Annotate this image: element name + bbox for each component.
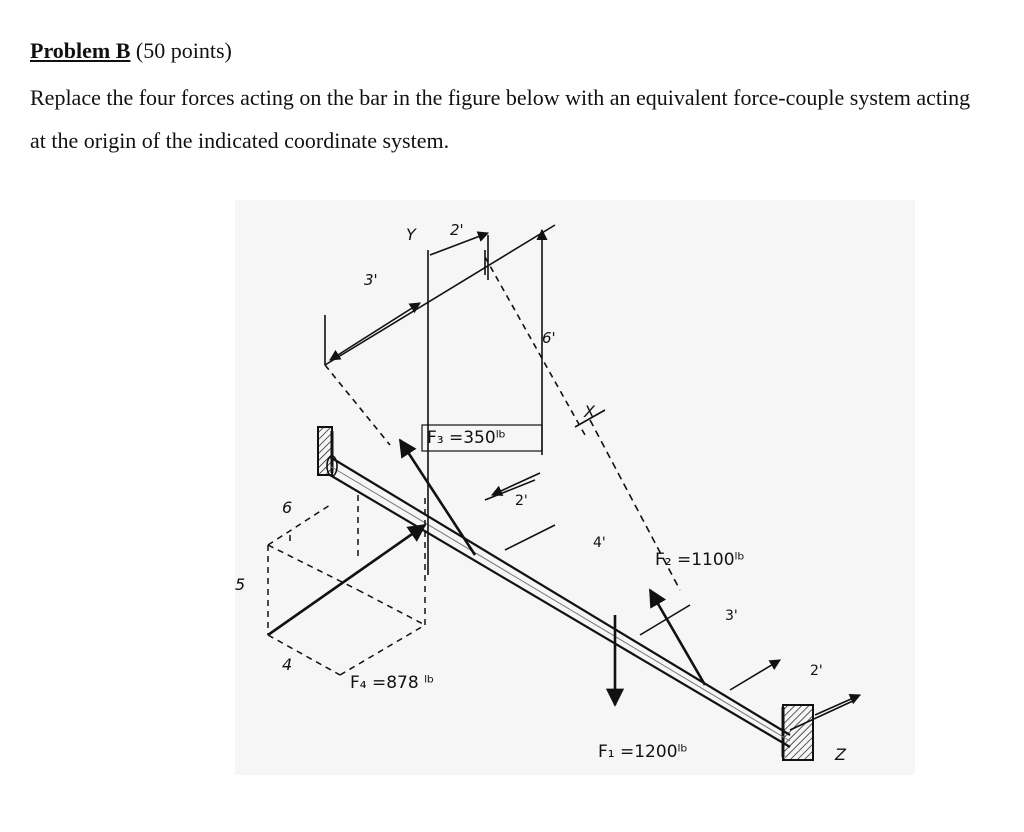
dimension-label-top-right: 2' [450,221,464,239]
dimension-label-vertical: 6' [542,329,556,347]
problem-heading [30,38,232,64]
force-diagram [230,195,920,780]
dimension-label-bar-2: 2' [515,493,528,509]
force-label-f4: F₄ =878 ˡᵇ [350,673,435,693]
force-label-f2: F₂ =1100ˡᵇ [655,550,745,570]
dimension-label-bar-3: 3' [725,608,738,624]
box-label-4: 4 [282,655,293,674]
box-label-5: 5 [235,575,246,594]
force-label-f1: F₁ =1200ˡᵇ [598,742,688,762]
dimension-label-top-left: 3' [364,271,378,289]
scan-background [235,200,915,775]
z-axis-label: Z [835,745,846,764]
force-label-f3: F₃ =350ˡᵇ [427,428,506,448]
y-axis-label: Y [406,225,416,244]
problem-statement: Replace the four forces acting on the bar in the figure below with an equivalent force-couple system acting at the origin of the indicated coordinate system. [30,85,971,153]
dimension-label-bar-4: 4' [593,535,606,551]
x-axis-label: X [584,402,595,421]
force-diagram-svg [230,195,920,780]
left-wall-support [318,427,332,475]
problem-title: Problem B [30,38,131,63]
dimension-label-bar-end: 2' [810,663,823,679]
box-label-6: 6 [282,498,293,517]
problem-points: (50 points) [135,38,232,63]
